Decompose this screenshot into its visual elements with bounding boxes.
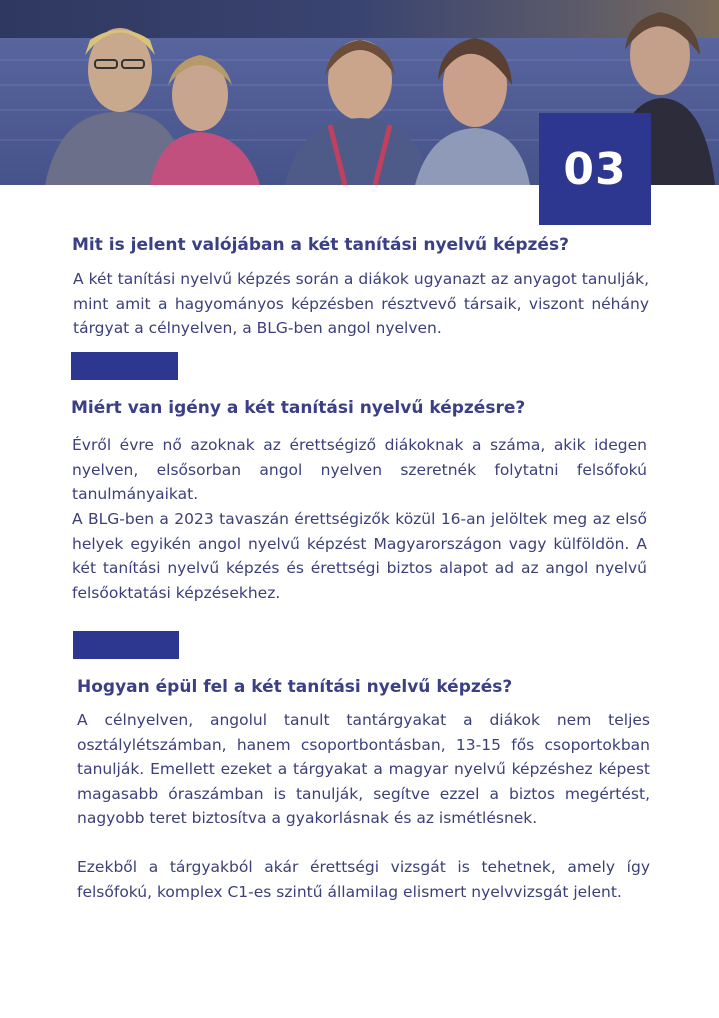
section-3-paragraph-1: A célnyelven, angolul tanult tantárgyakat a diákok nem teljes osztálylétszámban, hanem csoportbontásban, 13-15 fős csoportokban tanulják. Emellett ezeket a tárgyakat a magyar nyelvű képzéshez képest magasabb óraszámban is tanulják, segítve ezzel a biztos megértést, nagyobb teret biztosítva a gyakorlásnak és az ismétlésnek. xyxy=(77,711,650,828)
section-3-paragraph-2: Ezekből a tárgyakból akár érettségi vizsgát is tehetnek, amely így felsőfokú, komplex C1-es szintű államilag elismert nyelvvizsgát jelent. xyxy=(77,858,650,901)
section-2-paragraph-2: A BLG-ben a 2023 tavaszán érettségizők közül 16-an jelöltek meg az első helyek egyikén angol nyelvű képzést Magyarországon vagy külföldön. A két tanítási nyelvű képzés és érettségi biztos alapot ad az angol nyelvű felsőoktatási képzésekhez. xyxy=(72,510,647,602)
section-3-heading: Hogyan épül fel a két tanítási nyelvű képzés? xyxy=(77,677,513,697)
section-1-heading: Mit is jelent valójában a két tanítási nyelvű képzés? xyxy=(72,235,569,255)
section-2-heading: Miért van igény a két tanítási nyelvű képzésre? xyxy=(71,398,526,418)
section-1-paragraph-1: A két tanítási nyelvű képzés során a diákok ugyanazt az anyagot tanulják, mint amit a hagyományos képzésben résztvevő társaik, viszont néhány tárgyat a célnyelven, a BLG-ben angol nyelven. xyxy=(73,270,649,338)
section-2-paragraph-1: Évről évre nő azoknak az érettségiző diákoknak a száma, akik idegen nyelven, elsősorban angol nyelven szeretnék folytatni felsőfokú tanulmányaikat. xyxy=(72,436,647,504)
page-number-badge: 03 xyxy=(539,113,651,225)
section-divider-bar xyxy=(73,631,179,659)
section-divider-bar xyxy=(71,352,178,380)
